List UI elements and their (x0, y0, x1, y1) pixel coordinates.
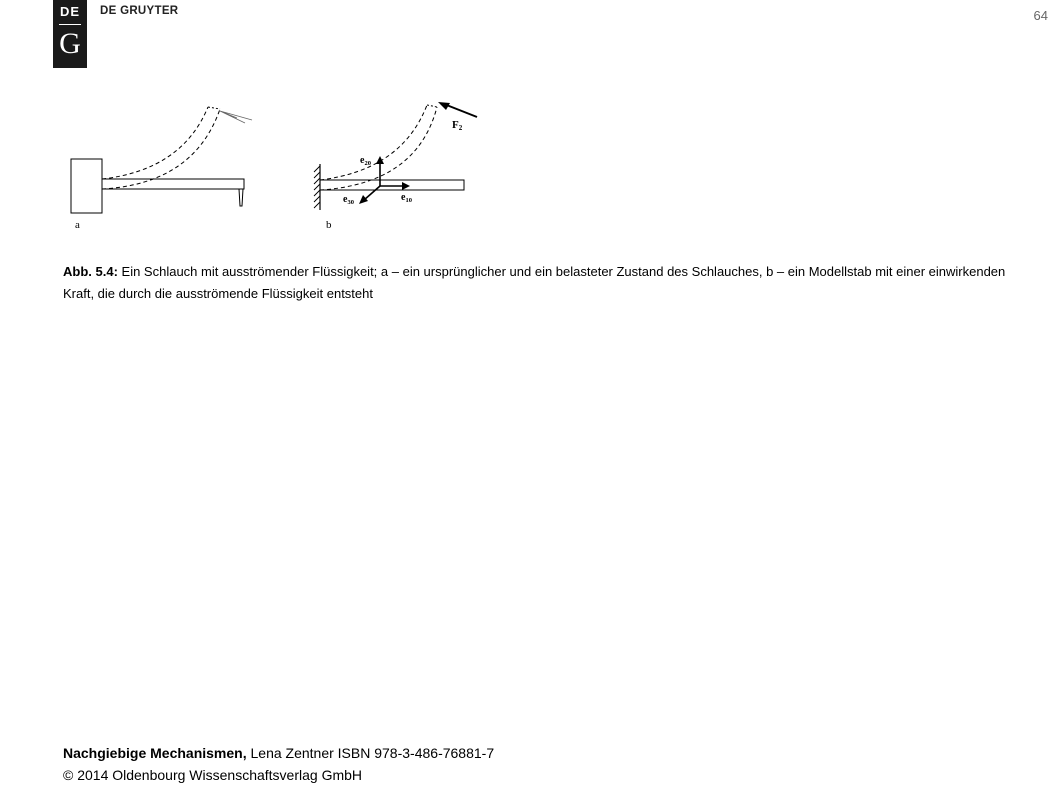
force-arrow-head (438, 102, 450, 110)
panel-a-spray (220, 111, 252, 123)
vector-e20-label: $e_{20}$ (360, 155, 371, 167)
footer-book-title: Nachgiebige Mechanismen, (63, 745, 247, 761)
publisher-logo (53, 0, 87, 68)
force-label: F2 (452, 119, 463, 132)
force-arrow-line (444, 104, 477, 117)
panel-a-bent-end (208, 107, 220, 109)
logo-g-text: G (59, 27, 81, 60)
vector-e10-label: $e_{10}$ (401, 192, 412, 204)
panel-a-bent-outline-top (102, 107, 208, 179)
panel-a-bent-outline-bottom (102, 109, 220, 189)
figure-caption-label: Abb. 5.4: (63, 264, 118, 279)
panel-b-rod (320, 180, 464, 190)
panel-a-label: a (75, 219, 80, 231)
panel-b-label: b (326, 219, 332, 231)
panel-a-hose (102, 179, 244, 189)
panel-a (71, 107, 252, 231)
vector-e10-head (402, 182, 410, 190)
panel-a-nozzle (239, 189, 243, 206)
panel-b-wall-hatching (314, 166, 320, 208)
panel-b-bent-outline-top (320, 105, 427, 180)
publisher-name: DE GRUYTER (100, 5, 179, 17)
figure-caption (63, 261, 1023, 305)
logo-de-text: DE (59, 4, 81, 19)
vector-e30-line (364, 186, 380, 200)
panel-b-bent-end (427, 105, 437, 107)
page-number: 64 (1033, 8, 1048, 23)
vector-e30-label: $e_{30}$ (343, 194, 354, 206)
logo-divider (59, 24, 81, 25)
figure-caption-text: Ein Schlauch mit ausströmender Flüssigkeit; a – ein ursprünglicher und ein belasteter Zustand des Schlauches, b – ein Modellstab mit einer einwirkenden Kraft, die durch die ausströmende Flüssigkeit entsteht (63, 264, 1006, 301)
footer-citation (63, 742, 494, 764)
footer-book-meta: Lena Zentner ISBN 978-3-486-76881-7 (246, 745, 495, 761)
panel-a-block (71, 159, 102, 213)
figure-hose-diagram (62, 98, 482, 238)
panel-b (314, 102, 477, 231)
vector-e30-head (359, 195, 368, 204)
page-footer (63, 742, 494, 786)
footer-copyright: © 2014 Oldenbourg Wissenschaftsverlag GmbH (63, 767, 363, 783)
